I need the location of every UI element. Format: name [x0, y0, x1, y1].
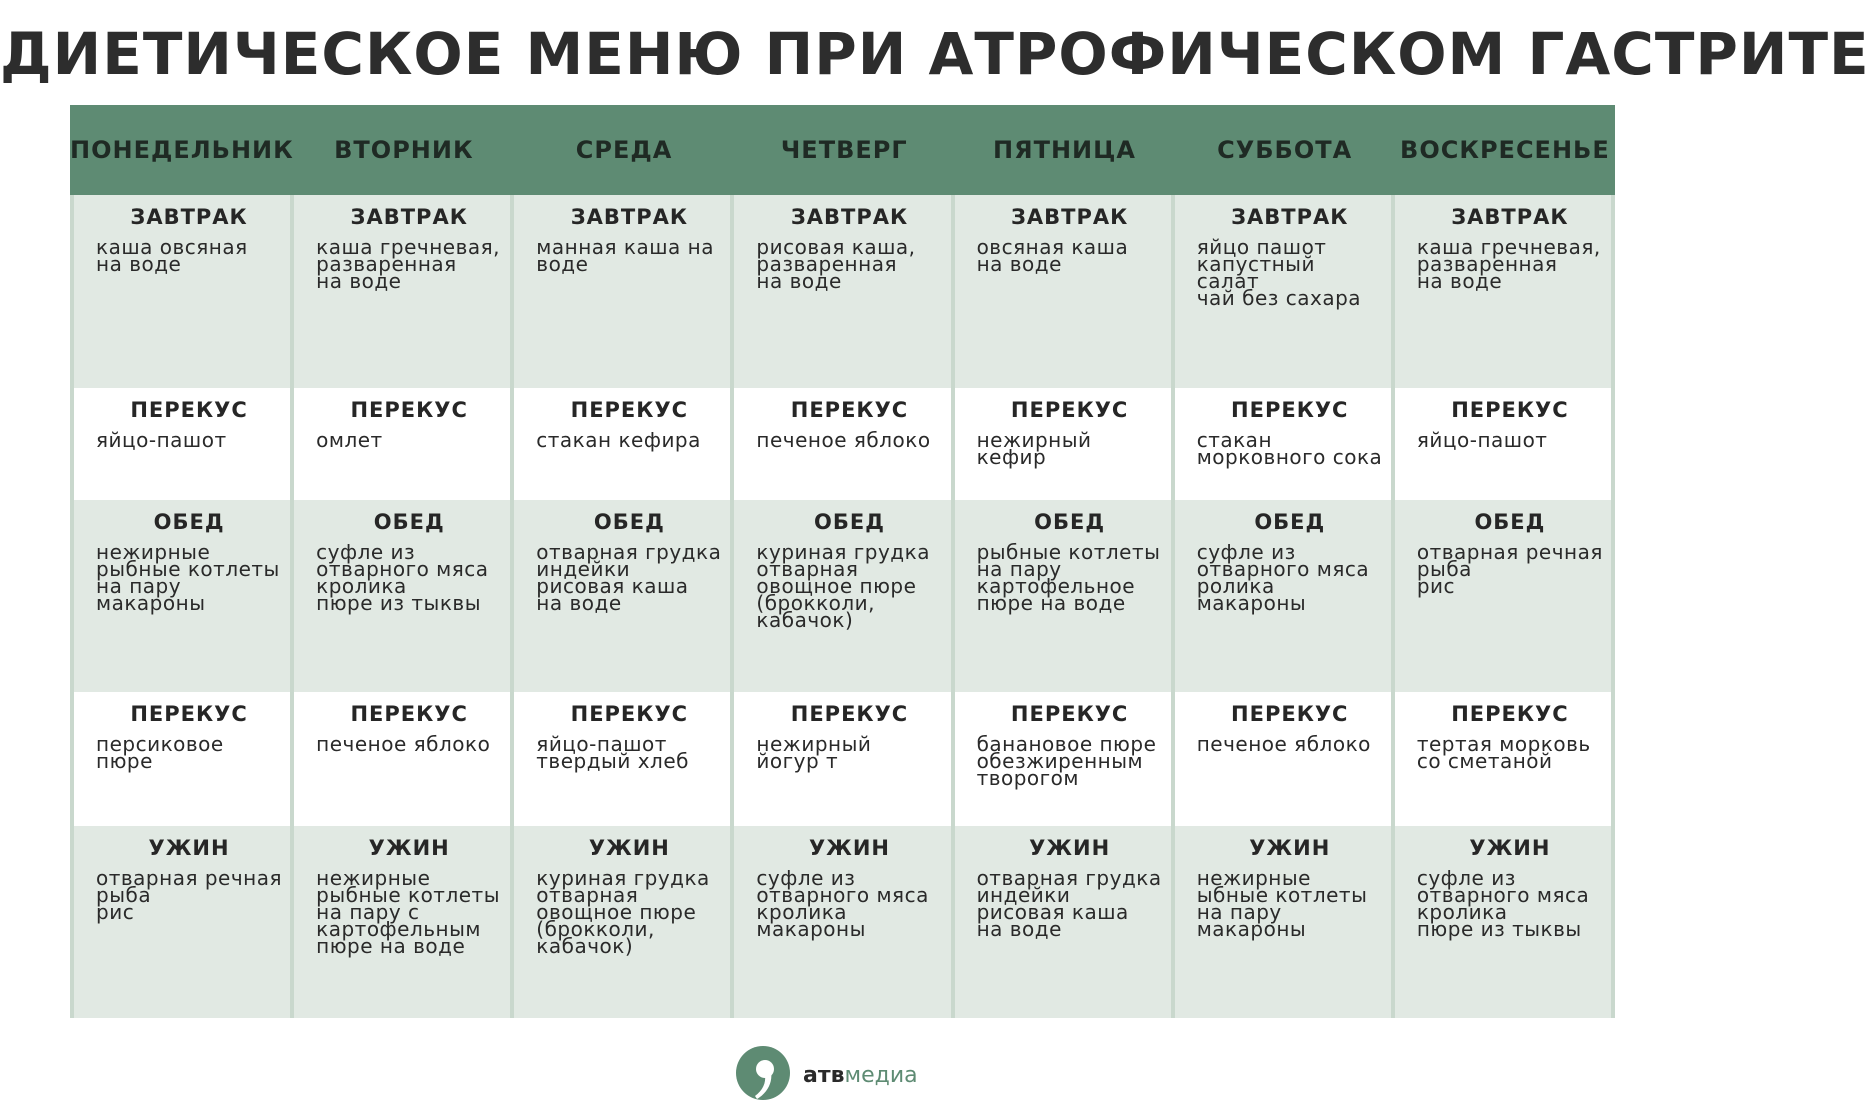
page-title: ДИЕТИЧЕСКОЕ МЕНЮ ПРИ АТРОФИЧЕСКОМ ГАСТРИТЕ [0, 20, 1870, 88]
meal-title: ПЕРЕКУС [570, 398, 689, 422]
logo-text-bold: атв [803, 1062, 845, 1088]
meal-text: нежирные ыбные котлеты на пару макароны [1196, 866, 1368, 941]
breakfast-row [70, 195, 1615, 388]
snack1-tuesday-cell [294, 388, 514, 500]
snack2-wednesday-cell [514, 692, 734, 826]
meal-title: ПЕРЕКУС [130, 398, 248, 422]
lunch-saturday-cell [1175, 500, 1395, 692]
meal-title: ПЕРЕКУС [1231, 702, 1349, 726]
meal-title: ЗАВТРАК [790, 205, 909, 229]
meal-text: рыбные котлеты на пару картофельное пюре на воде [976, 540, 1161, 615]
snack1-friday-cell [955, 388, 1175, 500]
header-wednesday: СРЕДА [575, 136, 673, 164]
meal-title: ПЕРЕКУС [130, 702, 248, 726]
meal-title: ПЕРЕКУС [350, 398, 468, 422]
breakfast-wednesday-cell [514, 195, 734, 388]
meal-text: стакан кефира [536, 428, 701, 452]
meal-title: УЖИН [1469, 836, 1551, 860]
meal-title: ОБЕД [1474, 510, 1546, 534]
meal-text: суфле из отварного мяса кролика пюре из тыквы [316, 540, 489, 615]
brand-logo [735, 1045, 918, 1105]
header-monday: ПОНЕДЕЛЬНИК [70, 136, 294, 164]
meal-text: отварная грудка индейки рисовая каша на воде [976, 866, 1162, 941]
breakfast-sunday-cell [1395, 195, 1615, 388]
breakfast-tuesday-cell [294, 195, 514, 388]
snack1-saturday-cell [1175, 388, 1395, 500]
meal-title: ПЕРЕКУС [1010, 398, 1129, 422]
header-friday: ПЯТНИЦА [993, 136, 1136, 164]
meal-title: УЖИН [1029, 836, 1111, 860]
meal-text: каша овсяная на воде [96, 235, 248, 276]
meal-title: ПЕРЕКУС [570, 702, 689, 726]
snack2-friday-cell [955, 692, 1175, 826]
breakfast-thursday-cell [734, 195, 954, 388]
meal-text: отварная речная рыба рис [1416, 540, 1603, 598]
meal-rows [70, 195, 1615, 1018]
meal-title: ЗАВТРАК [130, 205, 248, 229]
meal-text: куриная грудка отварная овощное пюре (брокколи, кабачок) [536, 866, 710, 958]
snack-row-2 [70, 692, 1615, 826]
meal-text: стакан морковного сока [1196, 428, 1383, 469]
meal-title: ПЕРЕКУС [1231, 398, 1349, 422]
meal-text: нежирные рыбные котлеты на пару с картофельным пюре на воде [316, 866, 500, 958]
lunch-tuesday-cell [294, 500, 514, 692]
meal-text: куриная грудка отварная овощное пюре (брокколи, кабачок) [756, 540, 930, 632]
lunch-sunday-cell [1395, 500, 1615, 692]
lunch-thursday-cell [734, 500, 954, 692]
meal-text: манная каша на воде [536, 235, 715, 276]
breakfast-saturday-cell [1175, 195, 1395, 388]
meal-text: печеное яблоко [756, 428, 931, 452]
lunch-monday-cell [70, 500, 294, 692]
dinner-thursday-cell [734, 826, 954, 1018]
meal-text: нежирный кефир [976, 428, 1092, 469]
meal-text: яйцо-пашот [96, 428, 227, 452]
meal-title: УЖИН [808, 836, 891, 860]
breakfast-monday-cell [70, 195, 294, 388]
meal-title: ОБЕД [593, 510, 665, 534]
meal-title: ОБЕД [1254, 510, 1326, 534]
meal-title: ПЕРЕКУС [790, 702, 909, 726]
lunch-wednesday-cell [514, 500, 734, 692]
lunch-friday-cell [955, 500, 1175, 692]
meal-title: ПЕРЕКУС [1451, 702, 1569, 726]
meal-title: ПЕРЕКУС [1451, 398, 1569, 422]
menu-table [70, 105, 1615, 1018]
header-thursday: ЧЕТВЕРГ [780, 136, 908, 164]
meal-text: овсяная каша на воде [976, 235, 1129, 276]
dinner-sunday-cell [1395, 826, 1615, 1018]
meal-title: ОБЕД [1034, 510, 1106, 534]
dinner-friday-cell [955, 826, 1175, 1018]
comma-logo-icon [735, 1045, 791, 1105]
meal-text: отварная речная рыба рис [96, 866, 283, 924]
meal-text: тертая морковь со сметаной [1416, 732, 1591, 773]
meal-text: яйцо пашот капустный салат чай без сахара [1196, 235, 1362, 310]
snack1-sunday-cell [1395, 388, 1615, 500]
lunch-row [70, 500, 1615, 692]
meal-text: омлет [316, 428, 383, 452]
meal-text: персиковое пюре [96, 732, 224, 773]
meal-title: УЖИН [368, 836, 450, 860]
meal-text: суфле из отварного мяса кролика макароны [756, 866, 929, 941]
meal-title: ЗАВТРАК [1231, 205, 1349, 229]
breakfast-friday-cell [955, 195, 1175, 388]
meal-title: ОБЕД [153, 510, 225, 534]
meal-text: яйцо-пашот твердый хлеб [536, 732, 689, 773]
snack2-saturday-cell [1175, 692, 1395, 826]
meal-text: каша гречневая, разваренная на воде [316, 235, 501, 293]
snack2-monday-cell [70, 692, 294, 826]
logo-text-light: медиа [844, 1062, 918, 1088]
snack2-tuesday-cell [294, 692, 514, 826]
meal-text: печеное яблоко [316, 732, 491, 756]
dinner-saturday-cell [1175, 826, 1395, 1018]
meal-title: ПЕРЕКУС [1010, 702, 1129, 726]
snack2-sunday-cell [1395, 692, 1615, 826]
dinner-monday-cell [70, 826, 294, 1018]
snack1-thursday-cell [734, 388, 954, 500]
meal-title: ОБЕД [373, 510, 445, 534]
meal-title: УЖИН [1249, 836, 1331, 860]
meal-text: нежирные рыбные котлеты на пару макароны [96, 540, 280, 615]
meal-title: ПЕРЕКУС [350, 702, 468, 726]
meal-text: яйцо-пашот [1416, 428, 1548, 452]
meal-text: отварная грудка индейки рисовая каша на воде [536, 540, 722, 615]
meal-text: нежирный йогур т [756, 732, 872, 773]
meal-text: суфле из отварного мяса ролика макароны [1196, 540, 1370, 615]
snack-row-1 [70, 388, 1615, 500]
meal-text: каша гречневая, разваренная на воде [1416, 235, 1601, 293]
meal-text: печеное яблоко [1196, 732, 1371, 756]
weekday-header-row [70, 105, 1615, 195]
logo-wordmark [803, 1063, 918, 1088]
dinner-tuesday-cell [294, 826, 514, 1018]
dinner-row [70, 826, 1615, 1018]
meal-title: УЖИН [588, 836, 670, 860]
header-sunday: ВОСКРЕСЕНЬЕ [1400, 136, 1610, 164]
meal-text: суфле из отварного мяса кролика пюре из тыквы [1416, 866, 1590, 941]
meal-title: ПЕРЕКУС [790, 398, 909, 422]
header-tuesday: ВТОРНИК [334, 136, 474, 164]
meal-text: рисовая каша, разваренная на воде [756, 235, 916, 293]
meal-title: ЗАВТРАК [570, 205, 688, 229]
meal-title: ЗАВТРАК [1451, 205, 1569, 229]
dinner-wednesday-cell [514, 826, 734, 1018]
snack1-wednesday-cell [514, 388, 734, 500]
snack2-thursday-cell [734, 692, 954, 826]
meal-title: УЖИН [148, 836, 230, 860]
header-saturday: СУББОТА [1217, 136, 1353, 164]
meal-title: ЗАВТРАК [1010, 205, 1129, 229]
meal-title: ОБЕД [814, 510, 885, 534]
snack1-monday-cell [70, 388, 294, 500]
meal-text: банановое пюре обезжиренным творогом [976, 732, 1157, 790]
meal-title: ЗАВТРАК [350, 205, 468, 229]
